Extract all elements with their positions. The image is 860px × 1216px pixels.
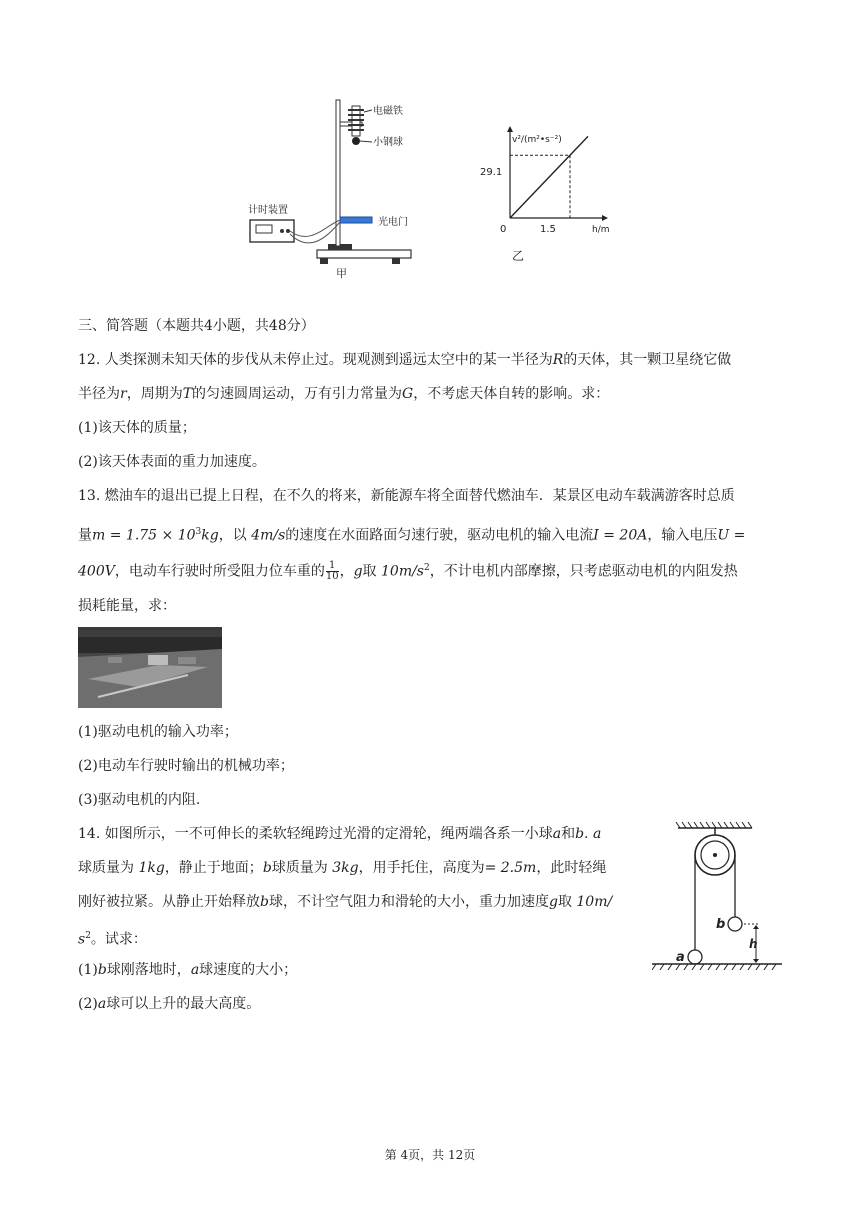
q13-part1: (1)驱动电机的输入功率； — [78, 724, 238, 740]
g-value: 10m/ — [576, 894, 613, 910]
var-G: G — [402, 386, 414, 402]
q14-pulley-figure — [652, 820, 792, 970]
q13-g-exp: 2 — [424, 563, 430, 573]
g-unit-exp: 2 — [85, 931, 91, 941]
q12-line1 — [78, 350, 731, 370]
var-b: b — [260, 894, 269, 910]
var-r: r — [120, 386, 127, 402]
var-a: a — [190, 962, 200, 978]
label-a: a — [676, 950, 685, 965]
q14-text: ，用手托住，高度为 — [358, 860, 485, 876]
q14-text: 和 — [561, 826, 576, 842]
q14-line4 — [78, 926, 147, 950]
var-b: b — [262, 860, 272, 876]
q14-text: (1) — [78, 962, 98, 978]
q12-line2 — [78, 384, 609, 404]
q13-text: ，电动车行驶时所受阻力位车重的 — [114, 563, 325, 580]
q13-text: 的速度在水面路面匀速行驶，驱动电机的输入电流 — [285, 527, 594, 544]
q13-mass: m = 1.75 × 10 — [92, 527, 196, 544]
q13-mass-exp: 3 — [195, 527, 202, 537]
label-b: b — [716, 917, 726, 932]
q13-part3: (3)驱动电机的内阻. — [78, 792, 201, 808]
q13-line4: 损耗能量，求： — [78, 598, 176, 614]
label-steel-ball: 小钢球 — [373, 137, 403, 148]
q14-text: ，此时轻绳 — [536, 860, 607, 876]
q13-text: ， — [339, 563, 354, 580]
q13-voltage-var: U = — [717, 527, 746, 544]
g-unit-s: s — [78, 931, 86, 948]
q12-text: 半径为 — [78, 386, 120, 402]
height-value: = 2.5m — [484, 860, 537, 876]
q14-line2 — [78, 858, 606, 878]
y-axis-arrow — [507, 126, 513, 132]
q13-part2: (2)电动车行驶时输出的机械功率； — [78, 758, 294, 774]
data-line — [510, 136, 588, 218]
q14-text: 球可以上升的最大高度。 — [106, 996, 261, 1012]
q14-line1 — [78, 824, 601, 844]
q13-text: 量 — [78, 527, 92, 544]
caption-yi: 乙 — [512, 249, 525, 263]
q14-line3 — [78, 892, 612, 912]
fraction-denominator: 10 — [325, 571, 339, 583]
y-tick-label: 29.1 — [480, 167, 503, 178]
section-title: 三、简答题（本题共4小题，共48分） — [78, 318, 315, 334]
fraction-1-10 — [326, 561, 339, 582]
q13-text: ，不计电机内部摩擦，只考虑驱动电机的内阻发热 — [429, 563, 738, 580]
q13-voltage: 400V — [78, 563, 115, 580]
q14-text: 球质量为 — [78, 860, 139, 876]
q12-part2: (2)该天体表面的重力加速度。 — [78, 454, 266, 470]
y-axis-label: v²/(m²•s⁻²) — [512, 135, 562, 145]
q14-text: 球质量为 — [271, 860, 333, 876]
var-g: g — [548, 894, 558, 910]
mass-a: 1kg — [138, 860, 165, 876]
page-footer: 第 4页，共 12页 — [384, 1148, 476, 1162]
q12-part1: (1)该天体的质量； — [78, 420, 196, 436]
q13-g-value: 10m/s — [381, 563, 424, 580]
label-photogate: 光电门 — [378, 217, 408, 228]
label-h: h — [749, 937, 758, 951]
q13-speed: 4m/s — [251, 527, 286, 544]
var-a: a — [552, 826, 562, 842]
q13-text: ，以 — [218, 527, 252, 544]
var-b-a: b. a — [575, 826, 602, 842]
label-timer: 计时装置 — [248, 205, 288, 216]
q12-text: 12. 人类探测未知天体的步伐从未停止过。现观测到遥远太空中的某一半径为 — [78, 352, 553, 368]
caption-jia: 甲 — [336, 267, 347, 280]
q12-text: 的匀速圆周运动，万有引力常量为 — [192, 386, 403, 402]
q13-line2 — [78, 522, 745, 546]
var-g: g — [353, 563, 363, 580]
x-tick-label: 1.5 — [540, 224, 556, 235]
x-axis-label: h/m — [592, 225, 610, 235]
origin-label: 0 — [500, 224, 507, 235]
q14-text: 刚好被拉紧。从静止开始释放 — [78, 894, 260, 910]
label-electromagnet: 电磁铁 — [373, 106, 403, 117]
figure-yi-graph — [460, 110, 620, 265]
q14-text: 球速度的大小； — [199, 962, 298, 978]
q14-text: 取 — [557, 894, 577, 910]
q14-part1 — [78, 960, 297, 980]
q14-text: ，静止于地面； — [164, 860, 263, 876]
q12-text: 的天体，其一颗卫星绕它做 — [563, 352, 732, 368]
figure-jia-apparatus — [240, 96, 440, 281]
var-b: b — [97, 962, 107, 978]
q14-text: 球刚落地时， — [106, 962, 191, 978]
q13-current: I = 20A — [593, 527, 648, 544]
q12-text: ，周期为 — [126, 386, 183, 402]
q13-mass-unit: kg — [201, 527, 219, 544]
q14-text: 。试求： — [90, 931, 147, 948]
q13-line3 — [78, 558, 738, 582]
q14-text: 球，不计空气阻力和滑轮的大小，重力加速度 — [268, 894, 549, 910]
var-R: R — [552, 352, 564, 368]
x-axis-arrow — [602, 215, 608, 221]
q14-text: 14. 如图所示，一不可伸长的柔软轻绳跨过光滑的定滑轮，绳两端各系一小球 — [78, 826, 553, 842]
q12-text: ，不考虑天体自转的影响。求： — [413, 386, 610, 402]
fraction-numerator: 1 — [326, 561, 339, 572]
var-a: a — [97, 996, 107, 1012]
mass-b: 3kg — [332, 860, 359, 876]
q13-text: ，输入电压 — [647, 527, 718, 544]
var-T: T — [182, 386, 193, 402]
q13-text: 取 — [362, 563, 381, 580]
q13-scenic-photo — [78, 627, 222, 708]
q14-part2 — [78, 994, 260, 1014]
q14-text: (2) — [78, 996, 98, 1012]
q13-line1: 13. 燃油车的退出已提上日程，在不久的将来，新能源车将全面替代燃油车．某景区电动车载满游客时总质 — [78, 488, 735, 504]
